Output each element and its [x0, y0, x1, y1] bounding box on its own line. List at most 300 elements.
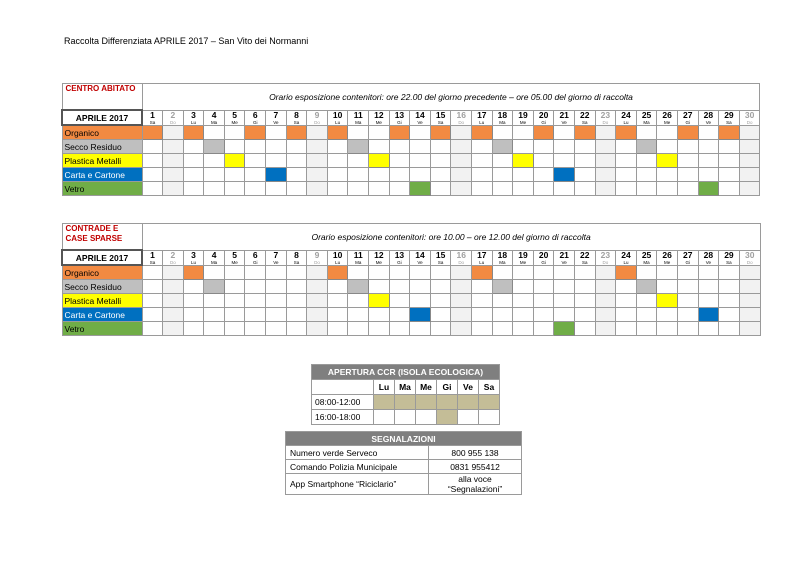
collection-day-mark: [616, 265, 637, 280]
day-cell: [266, 280, 287, 294]
ccr-open-mark: [437, 395, 458, 410]
day-cell: [492, 154, 513, 168]
ccr-title: APERTURA CCR (ISOLA ECOLOGICA): [312, 365, 500, 380]
day-number: 30: [744, 249, 755, 260]
schedule-centro-abitato: [61, 83, 760, 196]
day-cell: [451, 125, 472, 140]
collection-day-mark: [389, 125, 410, 140]
day-weekday: Lu: [479, 119, 485, 125]
day-header: [616, 250, 637, 265]
day-header: [451, 250, 472, 265]
segnalazioni-row: [286, 474, 522, 495]
day-cell: [574, 140, 595, 154]
day-cell: [698, 140, 719, 154]
waste-type-label: Organico: [62, 265, 142, 280]
day-cell: [266, 265, 287, 280]
day-header: [513, 110, 534, 125]
day-cell: [533, 140, 554, 154]
day-cell: [307, 294, 328, 308]
day-cell: [636, 308, 657, 322]
day-header: [327, 250, 348, 265]
waste-row: [62, 294, 760, 308]
day-header: [224, 250, 245, 265]
day-number: 5: [232, 249, 238, 260]
day-header: [472, 250, 493, 265]
day-number: 8: [294, 109, 299, 120]
waste-type-label: Secco Residuo: [62, 280, 142, 294]
day-cell: [513, 280, 534, 294]
day-cell: [472, 154, 493, 168]
day-cell: [533, 294, 554, 308]
day-weekday: Ve: [273, 119, 279, 125]
ccr-time-slot: 16:00-18:00: [312, 410, 374, 425]
segnalazioni-row: [286, 460, 522, 474]
collection-day-mark: [636, 140, 657, 154]
day-number: 16: [456, 109, 466, 120]
day-cell: [245, 168, 266, 182]
day-cell: [307, 125, 328, 140]
day-weekday: Ve: [417, 119, 423, 125]
day-cell: [286, 308, 307, 322]
day-cell: [142, 168, 163, 182]
waste-type-label: Vetro: [62, 182, 142, 196]
day-weekday: Sa: [437, 119, 444, 125]
day-cell: [574, 265, 595, 280]
day-cell: [183, 322, 204, 336]
ccr-day-header: Gi: [437, 380, 458, 395]
day-cell: [698, 168, 719, 182]
collection-day-mark: [698, 182, 719, 196]
day-weekday: Lu: [190, 259, 196, 265]
day-header: [183, 250, 204, 265]
day-cell: [224, 125, 245, 140]
day-cell: [266, 308, 287, 322]
day-cell: [739, 322, 760, 336]
day-cell: [513, 308, 534, 322]
day-cell: [719, 322, 740, 336]
day-cell: [163, 322, 184, 336]
collection-day-mark: [369, 154, 390, 168]
ccr-day-header: Ma: [395, 380, 416, 395]
day-cell: [348, 308, 369, 322]
day-weekday: Ve: [561, 259, 567, 265]
day-header: [286, 250, 307, 265]
day-cell: [719, 154, 740, 168]
day-weekday: Sa: [293, 119, 300, 125]
day-cell: [389, 168, 410, 182]
day-cell: [636, 182, 657, 196]
day-cell: [739, 140, 760, 154]
day-number: 1: [150, 109, 155, 120]
day-number: 27: [683, 249, 693, 260]
day-cell: [636, 154, 657, 168]
day-cell: [677, 322, 698, 336]
day-cell: [513, 182, 534, 196]
day-cell: [369, 140, 390, 154]
day-cell: [492, 182, 513, 196]
day-cell: [574, 154, 595, 168]
day-weekday: Ma: [643, 119, 650, 125]
day-cell: [224, 322, 245, 336]
day-number: 17: [477, 109, 487, 120]
day-weekday: Ve: [561, 119, 567, 125]
ccr-open-mark: [416, 395, 437, 410]
day-number: 16: [456, 249, 466, 260]
day-cell: [369, 280, 390, 294]
contact-label: App Smartphone “Riciclario”: [286, 474, 429, 495]
day-number: 6: [252, 249, 258, 260]
collection-day-mark: [657, 294, 678, 308]
day-cell: [430, 308, 451, 322]
day-number: 28: [703, 109, 714, 120]
day-weekday: Do: [746, 119, 753, 125]
day-number: 14: [415, 109, 425, 120]
day-header: [204, 110, 225, 125]
day-cell: [245, 322, 266, 336]
day-cell: [163, 308, 184, 322]
day-weekday: Ma: [210, 119, 218, 125]
day-cell: [533, 154, 554, 168]
collection-day-mark: [410, 182, 431, 196]
info-row: [62, 84, 760, 111]
collection-day-mark: [554, 168, 575, 182]
day-header: [266, 110, 287, 125]
day-header: [307, 250, 328, 265]
day-cell: [492, 125, 513, 140]
day-header: [719, 110, 740, 125]
day-cell: [327, 168, 348, 182]
collection-day-mark: [492, 140, 513, 154]
day-number: 17: [477, 249, 487, 260]
day-number: 15: [435, 249, 446, 260]
segnalazioni-title: SEGNALAZIONI: [286, 432, 522, 446]
day-header: [307, 110, 328, 125]
day-cell: [739, 294, 760, 308]
day-number: 4: [211, 109, 217, 120]
day-number: 12: [374, 109, 384, 120]
day-cell: [327, 182, 348, 196]
ccr-cell: [374, 410, 395, 425]
day-header: [430, 110, 451, 125]
collection-day-mark: [286, 125, 307, 140]
day-weekday: Sa: [582, 259, 588, 265]
day-cell: [677, 280, 698, 294]
day-header: [389, 110, 410, 125]
info-row: [62, 224, 760, 251]
day-cell: [554, 125, 575, 140]
day-cell: [430, 294, 451, 308]
day-cell: [677, 140, 698, 154]
segnalazioni-title-row: [286, 432, 522, 446]
day-cell: [348, 322, 369, 336]
day-weekday: Me: [231, 119, 238, 125]
day-cell: [410, 140, 431, 154]
day-cell: [595, 182, 616, 196]
day-cell: [677, 294, 698, 308]
day-number: 18: [497, 109, 508, 120]
day-number: 13: [394, 109, 405, 120]
day-cell: [492, 294, 513, 308]
day-cell: [451, 182, 472, 196]
day-number: 9: [314, 109, 320, 120]
waste-row: [62, 125, 760, 140]
day-header: [616, 110, 637, 125]
day-cell: [698, 125, 719, 140]
waste-type-label: Plastica Metalli: [62, 294, 142, 308]
day-cell: [719, 308, 740, 322]
day-number: 13: [394, 249, 405, 260]
collection-day-mark: [348, 280, 369, 294]
day-weekday: Ve: [705, 259, 711, 265]
collection-day-mark: [698, 308, 719, 322]
day-cell: [657, 308, 678, 322]
day-weekday: Sa: [437, 259, 444, 265]
day-cell: [348, 265, 369, 280]
document-title: Raccolta Differenziata APRILE 2017 – San Vito dei Normanni: [64, 36, 309, 46]
day-cell: [430, 265, 451, 280]
day-cell: [472, 322, 493, 336]
day-cell: [492, 168, 513, 182]
day-weekday: Do: [458, 119, 465, 125]
day-cell: [677, 265, 698, 280]
waste-row: [62, 308, 760, 322]
day-cell: [636, 265, 657, 280]
collection-day-mark: [472, 125, 493, 140]
day-cell: [163, 140, 184, 154]
day-number: 9: [314, 249, 320, 260]
month-label: APRILE 2017: [62, 250, 142, 265]
day-header: [554, 250, 575, 265]
day-cell: [204, 125, 225, 140]
day-number: 10: [332, 249, 343, 260]
day-cell: [657, 140, 678, 154]
day-cell: [472, 294, 493, 308]
day-cell: [719, 280, 740, 294]
day-number: 3: [191, 249, 196, 260]
collection-day-mark: [533, 125, 554, 140]
day-cell: [513, 294, 534, 308]
day-cell: [430, 140, 451, 154]
day-cell: [574, 168, 595, 182]
day-header: [739, 110, 760, 125]
day-weekday: Sa: [726, 119, 732, 125]
contact-label: Comando Polizia Municipale: [286, 460, 429, 474]
day-cell: [410, 125, 431, 140]
day-cell: [266, 154, 287, 168]
day-weekday: Do: [170, 259, 176, 265]
day-weekday: Do: [170, 119, 176, 125]
day-number: 1: [150, 249, 155, 260]
day-header: [513, 250, 534, 265]
day-cell: [307, 308, 328, 322]
day-cell: [142, 265, 163, 280]
collection-day-mark: [266, 168, 287, 182]
day-cell: [410, 280, 431, 294]
day-cell: [616, 168, 637, 182]
day-cell: [369, 265, 390, 280]
day-weekday: Gi: [253, 119, 258, 125]
day-cell: [616, 294, 637, 308]
day-cell: [266, 294, 287, 308]
day-number: 24: [621, 109, 631, 120]
day-header: [204, 250, 225, 265]
contact-value: alla voce “Segnalazioni”: [429, 474, 522, 495]
day-cell: [307, 168, 328, 182]
day-cell: [595, 154, 616, 168]
collection-hours: Orario esposizione contenitori: ore 10.00 – ore 12.00 del giorno di raccolta: [142, 224, 760, 251]
day-cell: [224, 280, 245, 294]
day-cell: [574, 322, 595, 336]
waste-type-label: Plastica Metalli: [62, 154, 142, 168]
day-cell: [513, 265, 534, 280]
day-header: [142, 250, 163, 265]
day-cell: [554, 294, 575, 308]
day-cell: [245, 308, 266, 322]
day-number: 26: [662, 249, 672, 260]
waste-row: [62, 182, 760, 196]
day-number: 24: [621, 249, 631, 260]
day-cell: [554, 154, 575, 168]
day-number: 23: [600, 109, 611, 120]
day-cell: [245, 280, 266, 294]
day-number: 10: [332, 109, 343, 120]
day-cell: [677, 308, 698, 322]
ccr-title-row: [312, 365, 500, 380]
day-cell: [307, 182, 328, 196]
day-cell: [739, 280, 760, 294]
day-header: [451, 110, 472, 125]
collection-day-mark: [513, 154, 534, 168]
day-cell: [513, 322, 534, 336]
day-cell: [533, 182, 554, 196]
collection-day-mark: [204, 140, 225, 154]
day-cell: [224, 182, 245, 196]
day-cell: [698, 265, 719, 280]
day-cell: [183, 294, 204, 308]
waste-row: [62, 322, 760, 336]
day-header: [183, 110, 204, 125]
day-number: 19: [518, 109, 528, 120]
day-number: 11: [353, 109, 363, 120]
segnalazioni-table: [285, 431, 522, 495]
day-number: 3: [191, 109, 196, 120]
day-header: [677, 250, 698, 265]
day-weekday: Me: [231, 259, 238, 265]
day-cell: [286, 294, 307, 308]
day-cell: [389, 182, 410, 196]
day-weekday: Me: [519, 259, 527, 265]
day-cell: [389, 280, 410, 294]
day-cell: [348, 168, 369, 182]
day-cell: [327, 322, 348, 336]
day-cell: [142, 294, 163, 308]
schedule-contrade-case-sparse: [61, 223, 761, 336]
day-weekday: Ma: [210, 259, 218, 265]
day-number: 30: [744, 109, 755, 120]
day-number: 21: [559, 109, 569, 120]
day-cell: [307, 140, 328, 154]
day-cell: [327, 280, 348, 294]
day-cell: [636, 322, 657, 336]
day-cell: [183, 168, 204, 182]
ccr-opening-table: [311, 364, 500, 425]
day-cell: [410, 168, 431, 182]
day-header: [636, 250, 657, 265]
collection-day-mark: [657, 154, 678, 168]
day-number: 5: [232, 109, 238, 120]
days-header-row: [62, 110, 760, 125]
day-cell: [677, 154, 698, 168]
day-cell: [430, 182, 451, 196]
day-cell: [183, 280, 204, 294]
day-header: [657, 250, 678, 265]
day-cell: [513, 168, 534, 182]
day-cell: [492, 322, 513, 336]
day-weekday: Do: [314, 119, 320, 125]
day-weekday: Gi: [541, 259, 546, 265]
day-cell: [492, 265, 513, 280]
day-cell: [616, 308, 637, 322]
day-cell: [595, 140, 616, 154]
day-header: [636, 110, 657, 125]
day-header: [574, 110, 595, 125]
day-number: 2: [170, 249, 176, 260]
day-cell: [739, 265, 760, 280]
collection-day-mark: [677, 125, 698, 140]
ccr-cell: [395, 410, 416, 425]
day-cell: [430, 154, 451, 168]
day-number: 19: [518, 249, 528, 260]
day-weekday: Me: [375, 119, 382, 125]
day-header: [163, 110, 184, 125]
collection-day-mark: [142, 125, 163, 140]
day-cell: [533, 308, 554, 322]
day-weekday: Sa: [149, 119, 156, 125]
day-cell: [636, 125, 657, 140]
day-cell: [183, 154, 204, 168]
day-number: 20: [538, 109, 549, 120]
day-cell: [348, 125, 369, 140]
day-cell: [472, 182, 493, 196]
waste-row: [62, 154, 760, 168]
day-weekday: Gi: [397, 259, 402, 265]
waste-row: [62, 140, 760, 154]
day-cell: [245, 154, 266, 168]
day-cell: [657, 125, 678, 140]
day-cell: [574, 308, 595, 322]
collection-day-mark: [472, 265, 493, 280]
day-number: 22: [580, 249, 590, 260]
day-cell: [698, 322, 719, 336]
collection-day-mark: [327, 125, 348, 140]
day-weekday: Ma: [499, 119, 506, 125]
collection-day-mark: [327, 265, 348, 280]
day-cell: [657, 182, 678, 196]
day-cell: [657, 265, 678, 280]
day-cell: [595, 280, 616, 294]
day-cell: [163, 182, 184, 196]
day-number: 26: [662, 109, 672, 120]
day-cell: [451, 294, 472, 308]
day-header: [245, 250, 266, 265]
day-cell: [595, 265, 616, 280]
day-header: [163, 250, 184, 265]
day-weekday: Ma: [355, 259, 362, 265]
day-cell: [739, 308, 760, 322]
day-cell: [369, 168, 390, 182]
day-cell: [554, 280, 575, 294]
day-cell: [451, 265, 472, 280]
